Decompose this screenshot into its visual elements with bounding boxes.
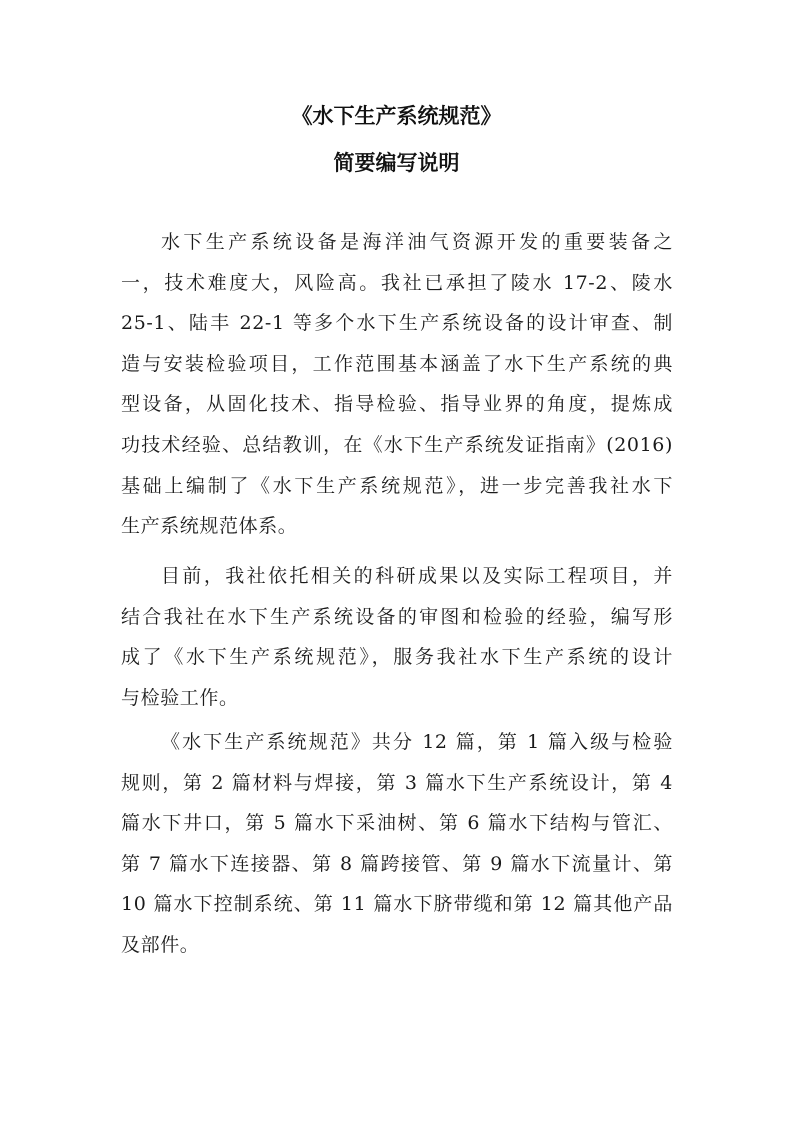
text-line: 一，技术难度大，风险高。我社已承担了陵水 17-2、陵水 xyxy=(121,271,673,294)
paragraph-structure xyxy=(121,722,673,966)
text-line: 10 篇水下控制系统、第 11 篇水下脐带缆和第 12 篇其他产品 xyxy=(121,893,673,916)
paragraph-intro xyxy=(121,222,673,547)
paragraph-current-status xyxy=(121,556,673,718)
text-line: 功技术经验、总结教训，在《水下生产系统发证指南》(2016) xyxy=(121,433,673,456)
document-title: 《水下生产系统规范》 xyxy=(291,104,502,128)
text-line: 目前，我社依托相关的科研成果以及实际工程项目，并 xyxy=(161,565,673,587)
text-line: 结合我社在水下生产系统设备的审图和检验的经验，编写形 xyxy=(121,605,673,628)
text-line: 成了《水下生产系统规范》，服务我社水下生产系统的设计 xyxy=(121,646,673,669)
text-line: 25-1、陆丰 22-1 等多个水下生产系统设备的设计审查、制 xyxy=(121,312,673,335)
text-line: 水下生产系统设备是海洋油气资源开发的重要装备之 xyxy=(161,231,673,253)
text-line: 第 7 篇水下连接器、第 8 篇跨接管、第 9 篇水下流量计、第 xyxy=(121,852,673,875)
text-line: 基础上编制了《水下生产系统规范》，进一步完善我社水下 xyxy=(121,474,673,497)
document-subtitle: 简要编写说明 xyxy=(333,151,460,175)
text-line: 型设备，从固化技术、指导检验、指导业界的角度，提炼成 xyxy=(121,393,673,416)
text-line: 造与安装检验项目，工作范围基本涵盖了水下生产系统的典 xyxy=(121,352,673,375)
text-line: 篇水下井口，第 5 篇水下采油树、第 6 篇水下结构与管汇、 xyxy=(121,812,673,835)
text-line: 规则，第 2 篇材料与焊接，第 3 篇水下生产系统设计，第 4 xyxy=(121,771,673,794)
text-line: 生产系统规范体系。 xyxy=(121,515,298,538)
text-line: 《水下生产系统规范》共分 12 篇，第 1 篇入级与检验 xyxy=(161,731,673,753)
text-line: 及部件。 xyxy=(121,933,200,956)
text-line: 与检验工作。 xyxy=(121,686,239,709)
